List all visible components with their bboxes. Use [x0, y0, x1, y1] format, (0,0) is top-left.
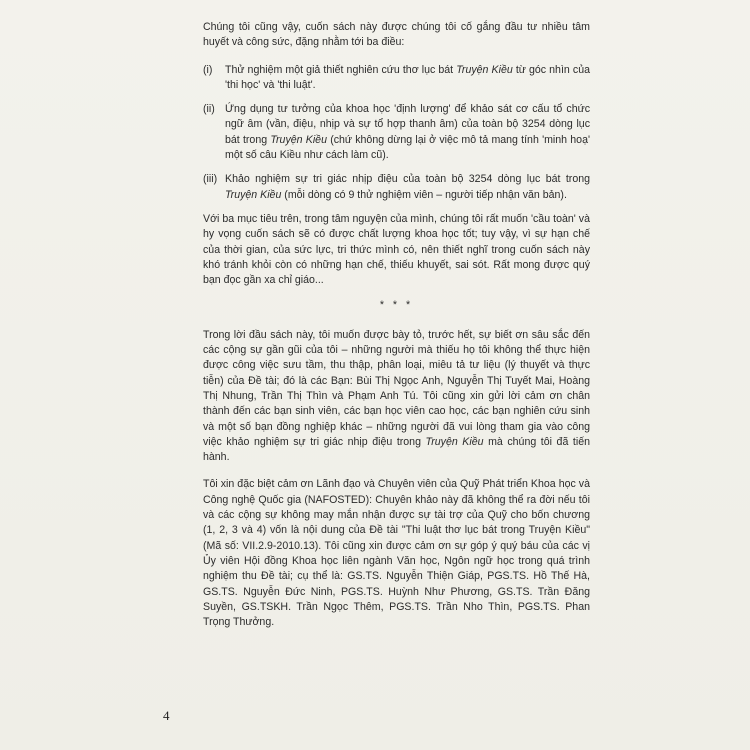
- funding-paragraph: Tôi xin đặc biệt cảm ơn Lãnh đạo và Chuyên viên của Quỹ Phát triển Khoa học và Công nghệ Quốc gia (NAFOSTED): Chuyên khảo này đã không thể ra đời nếu tôi và các cộng sự không may mắn nhận được sự tài trợ của Quỹ cho bốn chương (1, 2, 3 và 4) vốn là nội dung của Đề tài "Thi luật thơ lục bát trong Truyện Kiều" (Mã số: VII.2.9-2010.13). Tôi cũng xin được cảm ơn sự góp ý quý báu của các vị Ủy viên Hội đồng Khoa học liên ngành Văn học, Ngôn ngữ học trong quá trình nghiệm thu Đề tài; cụ thể là: GS.TS. Nguyễn Thiện Giáp, PGS.TS. Hồ Thế Hà, GS.TS. Nguyễn Đức Ninh, PGS.TS. Huỳnh Như Phương, GS.TS. Trần Đăng Suyền, GS.TSKH. Trần Ngọc Thêm, PGS.TS. Trần Nho Thìn, PGS.TS. Phan Trọng Thưởng.: [203, 478, 590, 629]
- list-item-2: [203, 102, 590, 163]
- section-separator: * * *: [379, 299, 414, 312]
- acknowledgement-paragraph: Trong lời đầu sách này, tôi muốn được bày tỏ, trước hết, sự biết ơn sâu sắc đến các cộng sự gần gũi của tôi – những người mà thiếu họ tôi không thể thực hiện được công việc sưu tầm, thu thập, phân loại, miêu tả tư liệu (lý thuyết và thực tiễn) của Đề tài; đó là các Bạn: Bùi Thị Ngọc Anh, Nguyễn Thị Tuyết Mai, Hoàng Thị Nhung, Trần Thị Thìn và Phạm Anh Tú. Tôi cũng xin gửi lời cảm ơn chân thành đến các bạn sinh viên, các bạn học viên cao học, các bạn nghiên cứu sinh và một số bạn đồng nghiệp khác – những người đã vui lòng tham gia vào công việc khảo nghiệm sự tri giác nhịp điệu trong Truyện Kiều mà chúng tôi đã tiến hành.: [203, 328, 590, 464]
- objectives-paragraph: Với ba mục tiêu trên, trong tâm nguyện của mình, chúng tôi rất muốn 'cầu toàn' và hy vọng cuốn sách sẽ có được chất lượng khoa học tốt; tuy vậy, vì sự hạn chế của thời gian, của sức lực, tri thức mình có, nên thiết nghĩ trong cuốn sách này khó tránh khỏi còn có những hạn chế, thiếu khuyết, sai sót. Rất mong được quý bạn đọc gần xa chỉ giáo...: [203, 212, 590, 287]
- list-marker: (ii): [203, 103, 215, 116]
- list-item-text: Khảo nghiệm sự tri giác nhịp điệu của toàn bộ 3254 dòng lục bát trong Truyện Kiều (mỗi dòng có 9 thử nghiệm viên – người tiếp nhận văn bản).: [225, 173, 590, 201]
- intro-paragraph: Chúng tôi cũng vậy, cuốn sách này được chúng tôi cố gắng đầu tư nhiều tâm huyết và công sức, đặng nhằm tới ba điều:: [203, 21, 590, 49]
- list-item-text: Ứng dụng tư tưởng của khoa học 'định lượng' để khảo sát cơ cấu tổ chức ngữ âm (vần, điệu, nhịp và sự tổ hợp thanh âm) của toàn bộ 3254 dòng lục bát trong Truyện Kiều (chứ không dừng lại ở việc mô tả mang tính 'minh hoạ' một số câu Kiều như cách làm cũ).: [225, 103, 590, 162]
- list-item-text: Thử nghiệm một giả thiết nghiên cứu thơ lục bát Truyện Kiều từ góc nhìn của 'thi học' và 'thi luật'.: [225, 63, 590, 91]
- list-item-3: [203, 172, 590, 203]
- page-number: 4: [163, 708, 170, 723]
- list-item-1: [203, 63, 590, 94]
- list-marker: (i): [203, 63, 213, 76]
- body-text: [203, 20, 590, 642]
- list-marker: (iii): [203, 173, 218, 186]
